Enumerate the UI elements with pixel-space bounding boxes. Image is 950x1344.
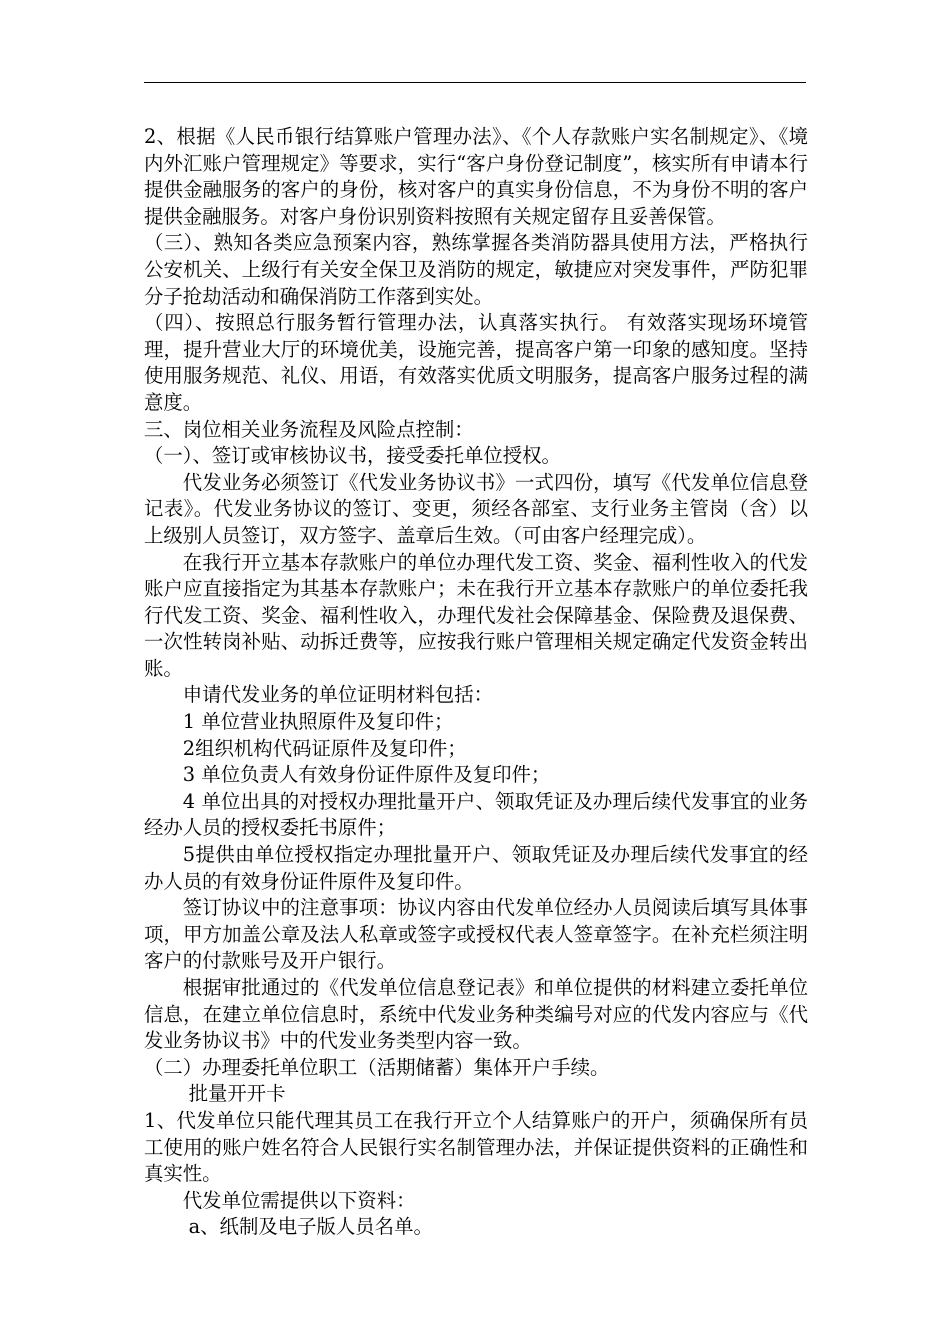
section-heading-workflow: 三、岗位相关业务流程及风险点控制：: [144, 417, 474, 441]
paragraph-identity-registration: 2、根据《人民币银行结算账户管理办法》、《个人存款账户实名制规定》、《境内外汇账户管理规定》等要求，实行“客户身份登记制度”，核实所有申请本行提供金融服务的客户的身份，核对客户的真实身份信息，不为身份不明的客户提供金融服务。对客户身份识别资料按照有关规定留存且妥善保管。: [144, 125, 808, 228]
document-body: [144, 124, 808, 1241]
list-item-business-license: 1 单位营业执照原件及复印件；: [182, 710, 454, 734]
paragraph-batch-account-rules: 1、代发单位只能代理其员工在我行开立个人结算账户的开户，须确保所有员工使用的账户姓名符合人民银行实名制管理办法，并保证提供资料的正确性和真实性。: [144, 1108, 808, 1186]
paragraph-required-documents: 代发单位需提供以下资料：: [182, 1188, 416, 1212]
list-item-staff-list: a、纸制及电子版人员名单。: [188, 1215, 433, 1239]
paragraph-payroll-account: 在我行开立基本存款账户的单位办理代发工资、奖金、福利性收入的代发账户应直接指定为其基本存款账户；未在我行开立基本存款账户的单位委托我行代发工资、奖金、福利性收入，办理代发社会保障基金、保险费及退保费、一次性转岗补贴、动拆迁费等，应按我行账户管理相关规定确定代发资金转出账。: [144, 550, 808, 680]
list-item-principal-id: 3 单位负责人有效身份证件原件及复印件；: [182, 763, 551, 787]
header-rule: [144, 82, 806, 83]
subheading-sign-agreement: （一）、签订或审核协议书，接受委托单位授权。: [144, 444, 561, 468]
paragraph-emergency-plan: （三）、熟知各类应急预案内容，熟练掌握各类消防器具使用方法，严格执行公安机关、上级行有关安全保卫及消防的规定，敏捷应对突发事件，严防犯罪分子抢劫活动和确保消防工作落到实处。: [144, 231, 808, 308]
list-item-authorization-letter: 4 单位出具的对授权办理批量开户、领取凭证及办理后续代发事宜的业务经办人员的授权委托书原件；: [144, 789, 808, 840]
paragraph-agreement-signing: 代发业务必须签订《代发业务协议书》一式四份，填写《代发单位信息登记表》。代发业务协议的签订、变更，须经各部室、支行业务主管岗（含）以上级别人员签订，双方签字、盖章后生效。（可由客户经理完成）。: [144, 470, 808, 547]
subheading-batch-card: 批量开开卡: [188, 1082, 286, 1106]
paragraph-required-materials: 申请代发业务的单位证明材料包括：: [182, 683, 494, 707]
list-item-org-code: 2组织机构代码证原件及复印件；: [182, 736, 467, 760]
subheading-group-account-opening: （二）办理委托单位职工（活期储蓄）集体开户手续。: [144, 1055, 610, 1079]
paragraph-agreement-notes: 签订协议中的注意事项：协议内容由代发单位经办人员阅读后填写具体事项，甲方加盖公章及法人私章或签字或授权代表人签章签字。在补充栏须注明客户的付款账号及开户银行。: [144, 896, 808, 973]
paragraph-service-management: （四）、按照总行服务暂行管理办法，认真落实执行。 有效落实现场环境管理，提升营业大厅的环境优美，设施完善，提高客户第一印象的感知度。坚持使用服务规范、礼仪、用语，有效落实优质文明服务，提高客户服务过程的满意度。: [144, 311, 808, 414]
list-item-agent-id: 5提供由单位授权指定办理批量开户、领取凭证及办理后续代发事宜的经办人员的有效身份证件原件及复印件。: [144, 843, 808, 893]
paragraph-unit-info-setup: 根据审批通过的《代发单位信息登记表》和单位提供的材料建立委托单位信息，在建立单位信息时，系统中代发业务种类编号对应的代发内容应与《代发业务协议书》中的代发业务类型内容一致。: [144, 976, 808, 1053]
